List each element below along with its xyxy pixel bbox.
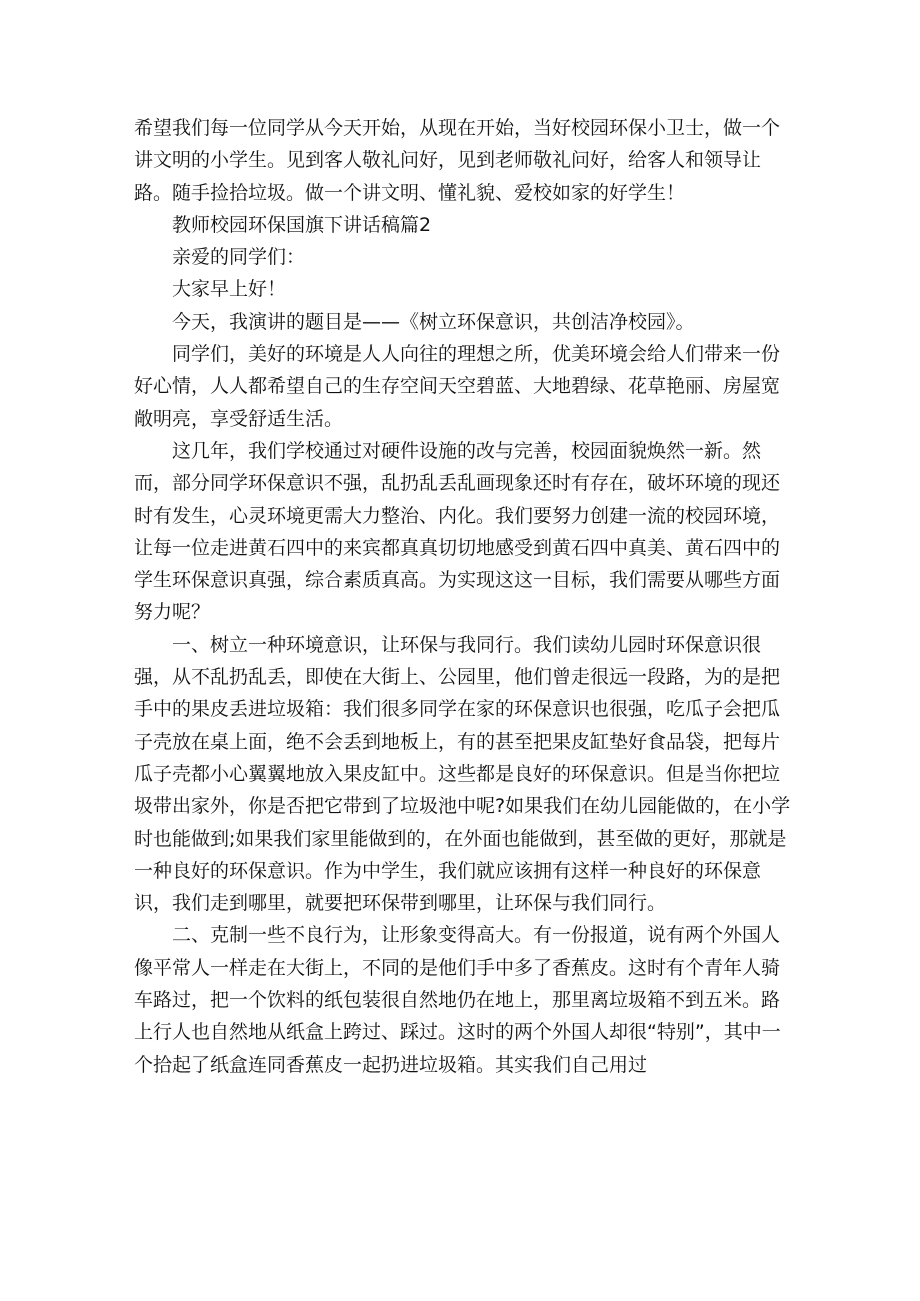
paragraph-environment-intro: 同学们，美好的环境是人人向往的理想之所，优美环境会给人们带来一份好心情，人人都希望自己的生存空间天空碧蓝、大地碧绿、花草艳丽、房屋宽敞明亮，享受舒适生活。 <box>134 343 781 430</box>
paragraph-point-one: 一、树立一种环境意识，让环保与我同行。我们读幼儿园时环保意识很强，从不乱扔乱丢，即使在大街上、公园里，他们曾走很远一段路，为的是把手中的果皮丢进垃圾箱：我们很多同学在家的环保意识也很强，吃瓜子会把瓜子壳放在桌上面，绝不会丢到地板上，有的甚至把果皮缸垫好食品袋，把每片瓜子壳都小心翼翼地放入果皮缸中。这些都是良好的环保意识。但是当你把垃圾带出家外，你是否把它带到了垃圾池中呢?如果我们在幼儿园能做的，在小学时也能做到;如果我们家里能做到的，在外面也能做到，甚至做的更好，那就是一种良好的环保意识。作为中学生，我们就应该拥有这样一种良好的环保意识，我们走到哪里，就要把环保带到哪里，让环保与我们同行。 <box>134 633 791 915</box>
paragraph-point-two: 二、克制一些不良行为，让形象变得高大。有一份报道，说有两个外国人像平常人一样走在大街上，不同的是他们手中多了香蕉皮。这时有个青年人骑车路过，把一个饮料的纸包装很自然地仍在地上，那里离垃圾箱不到五米。路上行人也自然地从纸盒上跨过、踩过。这时的两个外国人却很“特别”，其中一个拾起了纸盒连同香蕉皮一起扔进垃圾箱。其实我们自己用过 <box>134 924 781 1076</box>
greeting: 大家早上好！ <box>172 278 287 301</box>
document-body <box>134 112 792 1081</box>
paragraph-school-improvement: 这几年，我们学校通过对硬件设施的改与完善，校园面貌焕然一新。然而，部分同学环保意识不强，乱扔乱丢乱画现象还时有存在，破坏环境的现还时有发生，心灵环境更需大力整治、内化。我们要努力创建一流的校园环境，让每一位走进黄石四中的来宾都真真切切地感受到黄石四中真美、黄石四中的学生环保意识真强，综合素质真高。为实现这这一目标，我们需要从哪些方面努力呢？ <box>134 439 781 624</box>
salutation: 亲爱的同学们： <box>172 246 306 269</box>
paragraph-closing-wish: 希望我们每一位同学从今天开始，从现在开始，当好校园环保小卫士，做一个讲文明的小学生。见到客人敬礼问好，见到老师敬礼问好，给客人和领导让路。随手捡拾垃圾。做一个讲文明、懂礼貌、爱校如家的好学生！ <box>134 117 781 204</box>
speech-title-line: 今天，我演讲的题目是——《树立环保意识，共创洁净校园》。 <box>172 310 695 333</box>
section-heading: 教师校园环保国旗下讲话稿篇2 <box>172 213 432 236</box>
